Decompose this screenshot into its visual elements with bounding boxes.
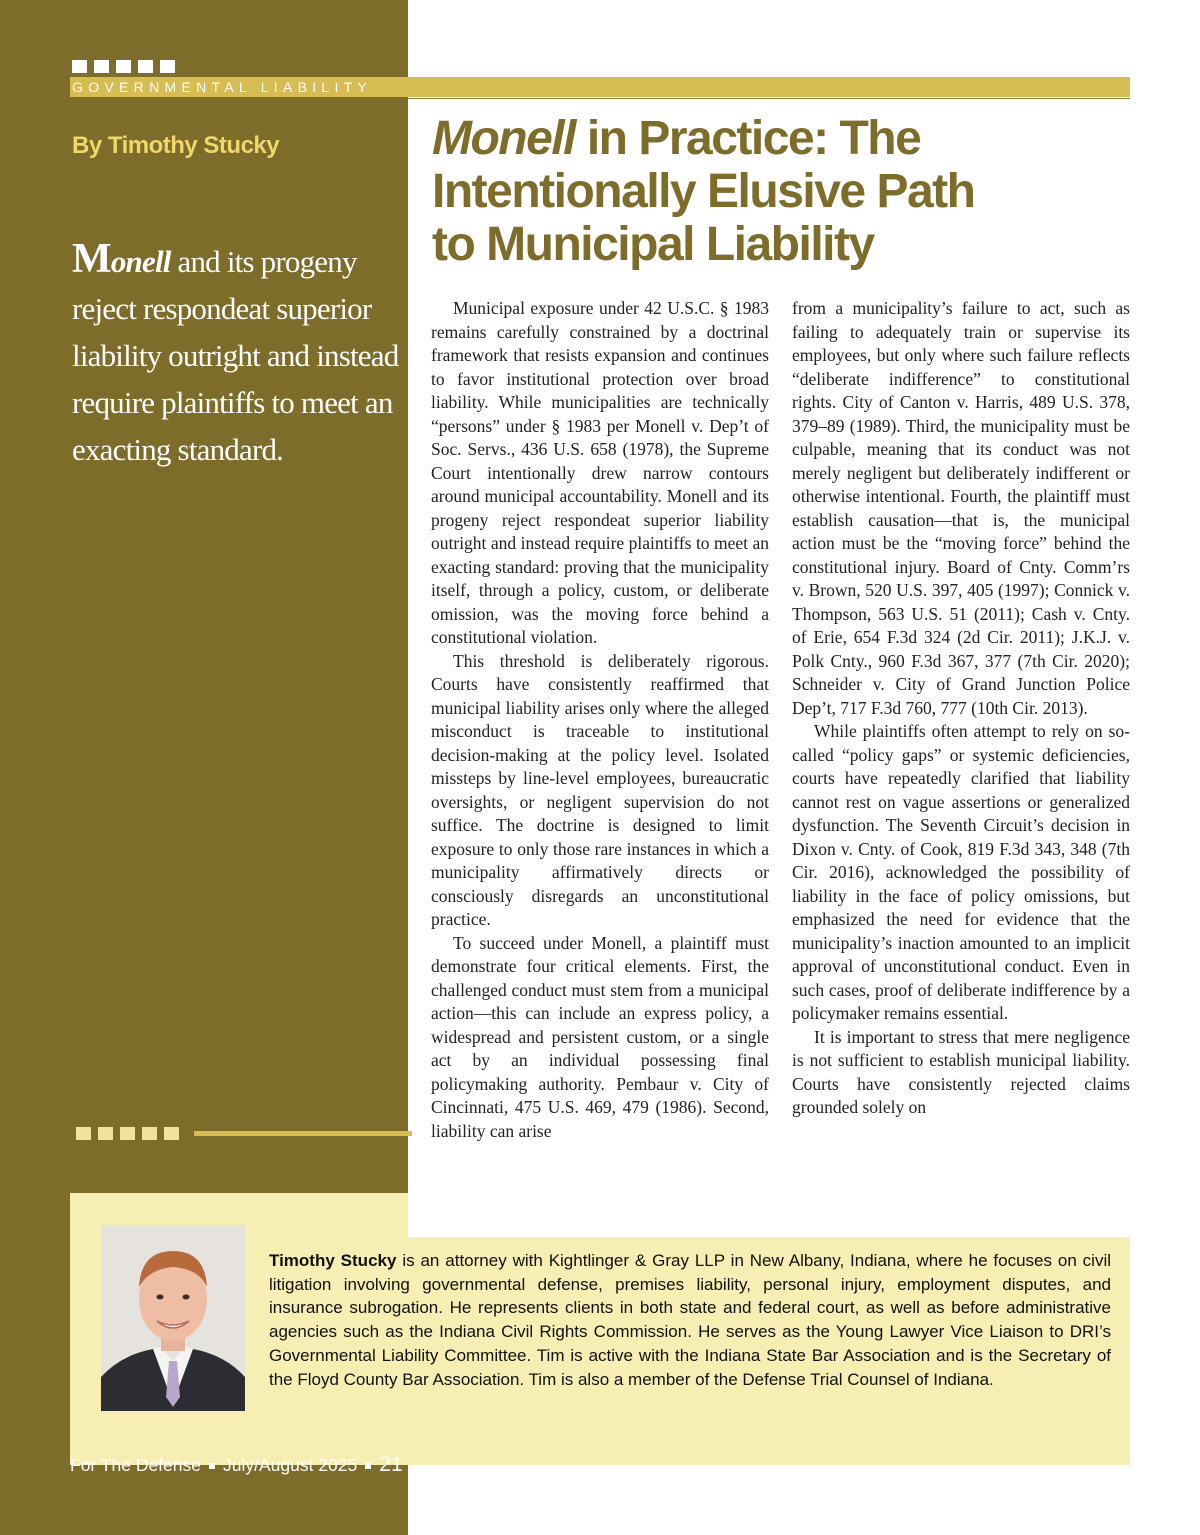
section-label: GOVERNMENTAL LIABILITY (72, 79, 373, 95)
article-paragraph-4: While plaintiffs often attempt to rely on so-called “policy gaps” or systemic deficiencies, courts have repeatedly clarified that liability cannot rest on vague assertions or generalized dysfunction. The Seventh Circuit’s decision in Dixon v. Cnty. of Cook, 819 F.3d 343, 348 (7th Cir. 2016), acknowledged the possibility of liability in the face of policy omissions, but emphasized the need for evidence that the municipality’s inaction amounted to an implicit approval of unconstitutional conduct. Even in such cases, proof of deliberate indifference by a policymaker remains essential. (792, 721, 1130, 1023)
bio-description: is an attorney with Kightlinger & Gray LLP in New Albany, Indiana, where he focuses on civil litigation involving governmental defense, premises liability, personal injury, employment disputes, and insurance subrogation. He represents clients in both state and federal court, as well as before administrative agencies such as the Indiana Civil Rights Commission. He serves as the Young Lawyer Vice Liaison to DRI’s Governmental Liability Committee. Tim is active with the Indiana State Bar Association and is the Secretary of the Floyd County Bar Association. Tim is also a member of the Defense Trial Counsel of Indiana. (269, 1251, 1111, 1389)
footer-page-number: 21 (379, 1453, 403, 1476)
bio-author-name: Timothy Stucky (269, 1251, 397, 1270)
pull-quote-case-name: onell (110, 244, 171, 279)
section-squares-decoration (72, 60, 175, 73)
sidebar-squares-decoration (76, 1127, 179, 1140)
page-footer (70, 1453, 403, 1477)
footer-publication: For The Defense (70, 1455, 201, 1475)
article-paragraph-5: It is important to stress that mere negligence is not sufficient to establish municipal liability. Courts have consistently rejected claims grounded solely on (792, 1026, 1130, 1117)
pull-quote-text: and its progeny reject respondeat superior liability outright and instead require plaintiffs to meet an exacting standard. (72, 244, 399, 467)
footer-issue-date: July/August 2025 (223, 1455, 358, 1475)
footer-separator-bullet (365, 1463, 371, 1469)
bio-box-notch (408, 1193, 1130, 1237)
article-title (432, 112, 1132, 271)
title-bold: in Practice: (575, 112, 828, 165)
title-case-name: Monell (432, 112, 575, 165)
article-paragraph-3-continued: from a municipality’s failure to act, such as failing to adequately train or supervise its employees, but only where such failure reflects “deliberate indifference” to constitutional rights. City of Canton v. Harris, 489 U.S. 378, 379–89 (1989). Third, the municipality must be culpable, meaning that its conduct was not merely negligent but deliberately indifferent or otherwise intentional. Fourth, the plaintiff must establish causation—that is, the municipal action must be the “moving force” behind the constitutional injury. Board of Cnty. Comm’rs v. Brown, 520 U.S. 397, 405 (1997); Connick v. Thompson, 563 U.S. 51 (2011); Cash v. Cnty. of Erie, 654 F.3d 324 (2d Cir. 2011); J.K.J. v. Polk Cnty., 960 F.3d 367, 377 (7th Cir. 2020); Schneider v. City of Grand Junction Police Dep’t, 717 F.3d 760, 777 (10th Cir. 2013). (792, 298, 1130, 718)
footer-separator-bullet (209, 1463, 215, 1469)
article-column-2 (792, 297, 1130, 1120)
author-bio-text (269, 1249, 1111, 1391)
article-paragraph-3: To succeed under Monell, a plaintiff must demonstrate four critical elements. First, the challenged conduct must stem from a municipal action—this can include an express policy, a widespread and persistent custom, or a single act by an individual possessing final policymaking authority. Pembaur v. City of Cincinnati, 475 U.S. 469, 479 (1986). Second, liability can arise (431, 932, 769, 1141)
sidebar-accent-line (194, 1131, 412, 1136)
pull-quote-dropcap: M (72, 236, 111, 282)
byline: By Timothy Stucky (72, 132, 280, 159)
article-paragraph-1: Municipal exposure under 42 U.S.C. § 1983 remains carefully constrained by a doctrinal framework that resists expansion and continues to favor institutional protection over broad liability. While municipalities are technically “persons” under § 1983 per Monell v. Dep’t of Soc. Servs., 436 U.S. 658 (1978), the Supreme Court intentionally drew narrow contours around municipal accountability. Monell and its progeny reject respondeat superior liability outright and instead require plaintiffs to meet an exacting standard: proving that the municipality itself, through a policy, custom, or deliberate omission, was the moving force behind a constitutional violation. (431, 298, 769, 647)
article-column-1 (431, 297, 769, 1143)
title-line2: Intentionally Elusive Path (432, 165, 975, 218)
section-rule (408, 98, 1130, 99)
author-portrait-illustration (101, 1225, 245, 1411)
pull-quote (72, 236, 402, 473)
author-photo (101, 1225, 245, 1411)
article-paragraph-2: This threshold is deliberately rigorous. Courts have consistently reaffirmed that municipal liability arises only where the alleged misconduct is traceable to institutional decision-making at the policy level. Isolated missteps by line-level employees, bureaucratic oversights, or negligent supervision do not suffice. The doctrine is designed to limit exposure to only those rare instances in which a municipality affirmatively directs or consciously disregards an unconstitutional practice. (431, 650, 769, 929)
title-line1-rest: The (827, 112, 921, 165)
title-line3: to Municipal Liability (432, 218, 874, 271)
